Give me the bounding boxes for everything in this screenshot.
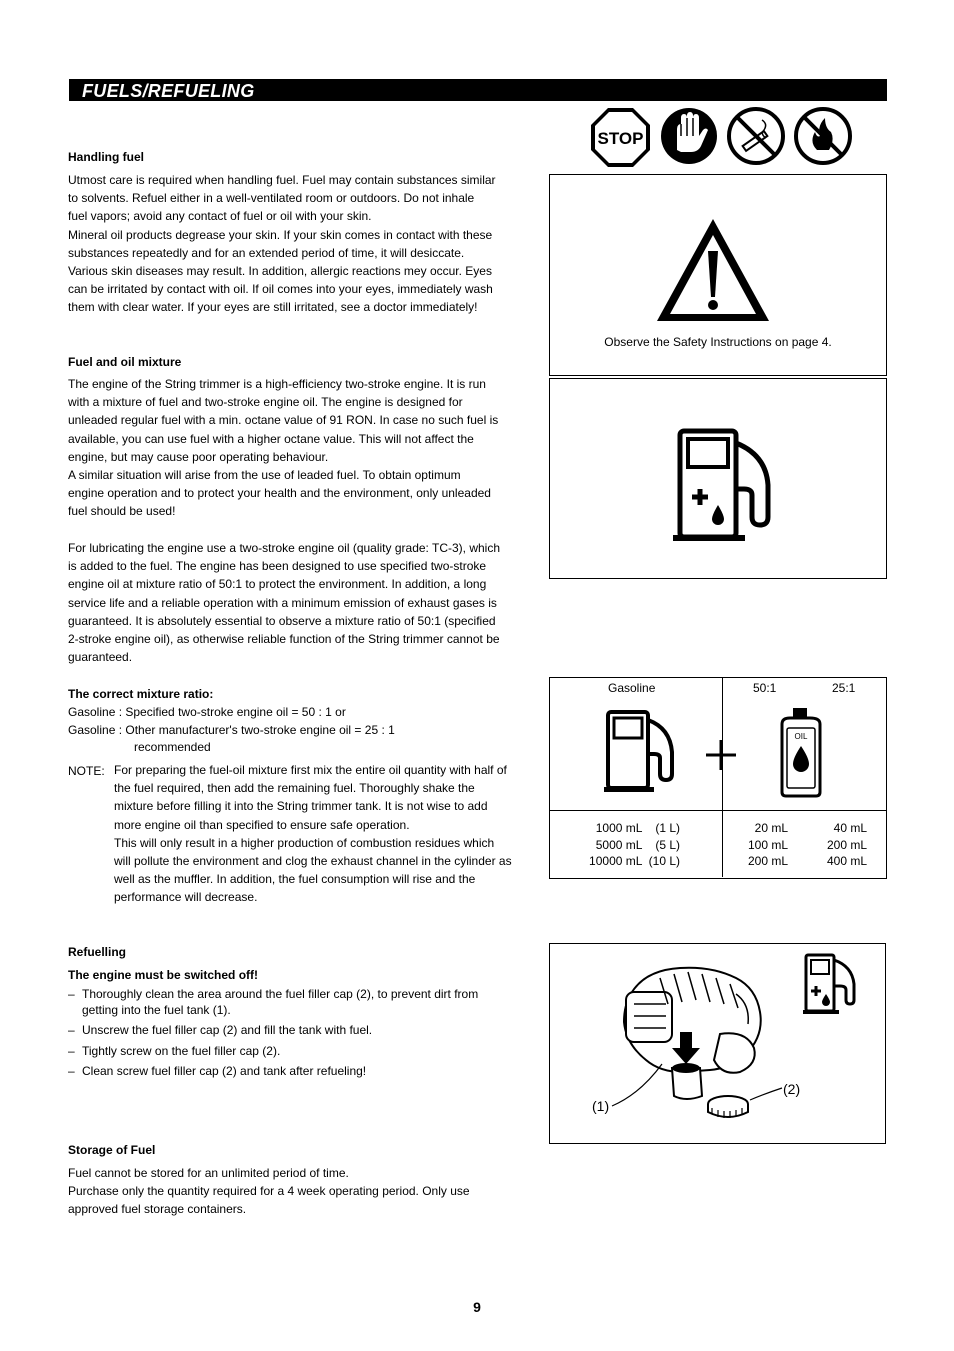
fuel-pump-icon — [670, 425, 786, 545]
fuel-pump-box — [549, 378, 887, 579]
mixture-para-1: The engine of the String trimmer is a high-efficiency two-stroke engine. It is run with a mixture of fuel and two-stroke engine oil. The engine is designed for unleaded regular fuel with a min. octane value of 91 RON. In case no such fuel is available, you can use fuel with a higher octane value. This will not affect the engine, but may cause poor operating behaviour. A similar situation will arise from the use of leaded fuel. To obtain optimum engine operation and to protect your health and the environment, only unleaded fuel should be used! — [68, 377, 499, 519]
list-item: – Tightly screw on the fuel filler cap (2). — [68, 1043, 281, 1058]
ratio-heading: The correct mixture ratio: — [68, 687, 214, 701]
ratio-line-1: Gasoline : Specified two-stroke engine oil = 50 : 1 or — [68, 705, 346, 719]
ratio-line-2: Gasoline : Other manufacturer's two-stroke engine oil = 25 : 1 — [68, 723, 395, 737]
storage-text: Fuel cannot be stored for an unlimited period of time. Purchase only the quantity required for a 4 week operating period. Only use approved fuel storage containers. — [68, 1166, 470, 1217]
stop-sign-icon — [591, 108, 650, 167]
list-item: – Unscrew the fuel filler cap (2) and fill the tank with fuel. — [68, 1023, 373, 1037]
table-header-gasoline: Gasoline — [608, 681, 656, 695]
mixture-table — [549, 677, 887, 879]
list-item: – Clean screw fuel filler cap (2) and tank after refueling! — [68, 1064, 367, 1078]
warning-triangle-icon — [653, 215, 773, 327]
gasoline-amounts: 1000 mL (1 L) 5000 mL (5 L) 10000 mL (10 L) — [589, 821, 680, 868]
no-open-flame-icon — [796, 109, 850, 163]
oil-50-1-amounts: 20 mL 100 mL 200 mL — [747, 821, 788, 868]
handling-fuel-heading: Handling fuel — [68, 150, 144, 164]
safety-instructions-box — [549, 174, 887, 376]
stop-sign-label: STOP — [597, 129, 644, 148]
refuelling-list — [68, 987, 538, 1080]
handling-fuel-text: Utmost care is required when handling fuel. Fuel may contain substances similar to solvents. Refuel either in a well-ventilated room or outdoors. Do not inhale fuel vapors; avoid any contact of fuel or oil with your skin. Mineral oil products degrease your skin. If your skin comes in contact with these substances repeatedly and for an extended period of time, it will desiccate. Various skin diseases may result. In addition, allergic reactions mey occur. Eyes can be irritated by contact with oil. If oil comes into your eyes, immediately wash them with clear water. If your eyes are still irritated, see a doctor immediately! — [68, 173, 496, 315]
gasoline-pump-icon — [602, 708, 680, 794]
oil-bottle-label: OIL — [794, 732, 808, 741]
section-title: FUELS/REFUELING — [82, 81, 255, 101]
ratio-line-3: recommended — [134, 740, 211, 754]
mixture-heading: Fuel and oil mixture — [68, 355, 182, 369]
page-number: 9 — [473, 1299, 481, 1315]
storage-heading: Storage of Fuel — [68, 1143, 156, 1157]
label-fuel-filler-cap: (2) — [783, 1081, 801, 1097]
small-fuel-pump-icon — [802, 952, 864, 1018]
oil-25-1-amounts: 40 mL 200 mL 400 mL — [826, 821, 867, 868]
list-item: – Thoroughly clean the area around the fuel filler cap (2), to prevent dirt from getting into the fuel tank (1). — [68, 987, 479, 1017]
refuelling-illustration-box — [549, 943, 886, 1144]
refuelling-subheading: The engine must be switched off! — [68, 968, 259, 982]
gloves-icon — [661, 108, 717, 164]
note-label: NOTE: — [68, 764, 105, 778]
label-fuel-tank: (1) — [592, 1098, 610, 1114]
plus-icon — [704, 738, 738, 772]
oil-bottle-icon — [776, 706, 826, 798]
refuelling-heading: Refuelling — [68, 945, 127, 959]
safety-icons-row — [590, 106, 860, 168]
table-column-divider — [722, 678, 723, 877]
mixture-para-2: For lubricating the engine use a two-stroke engine oil (quality grade: TC-3), which is added to the fuel. The engine has been designed to use specified two-stroke engine oil at mixture ratio of 50:1 to protect the environment. In addition, a long service life and a reliable operation with a minimum emission of exhaust gases is guaranteed. It is absolutely essential to observe a mixture ratio of 50:1 (specified 2-stroke engine oil), as otherwise reliable function of the String trimmer cannot be guaranteed. — [68, 541, 500, 665]
table-header-50-1: 50:1 — [753, 681, 777, 695]
table-header-25-1: 25:1 — [832, 681, 856, 695]
safety-caption: Observe the Safety Instructions on page 4. — [604, 335, 832, 349]
note-text: For preparing the fuel-oil mixture first mix the entire oil quantity with half of the fuel required, then add the remaining fuel. Thoroughly shake the mixture before filling it into the String trimmer tank. It is not wise to add more engine oil than specified to ensure safe operation. This will only result in a higher production of combustion residues which will pollute the environment and clog the exhaust channel in the cylinder as well as the muffler. In addition, the fuel consumption will rise and the performance will decrease. — [114, 763, 512, 905]
table-row-divider — [550, 810, 886, 811]
no-smoking-icon — [729, 109, 783, 163]
